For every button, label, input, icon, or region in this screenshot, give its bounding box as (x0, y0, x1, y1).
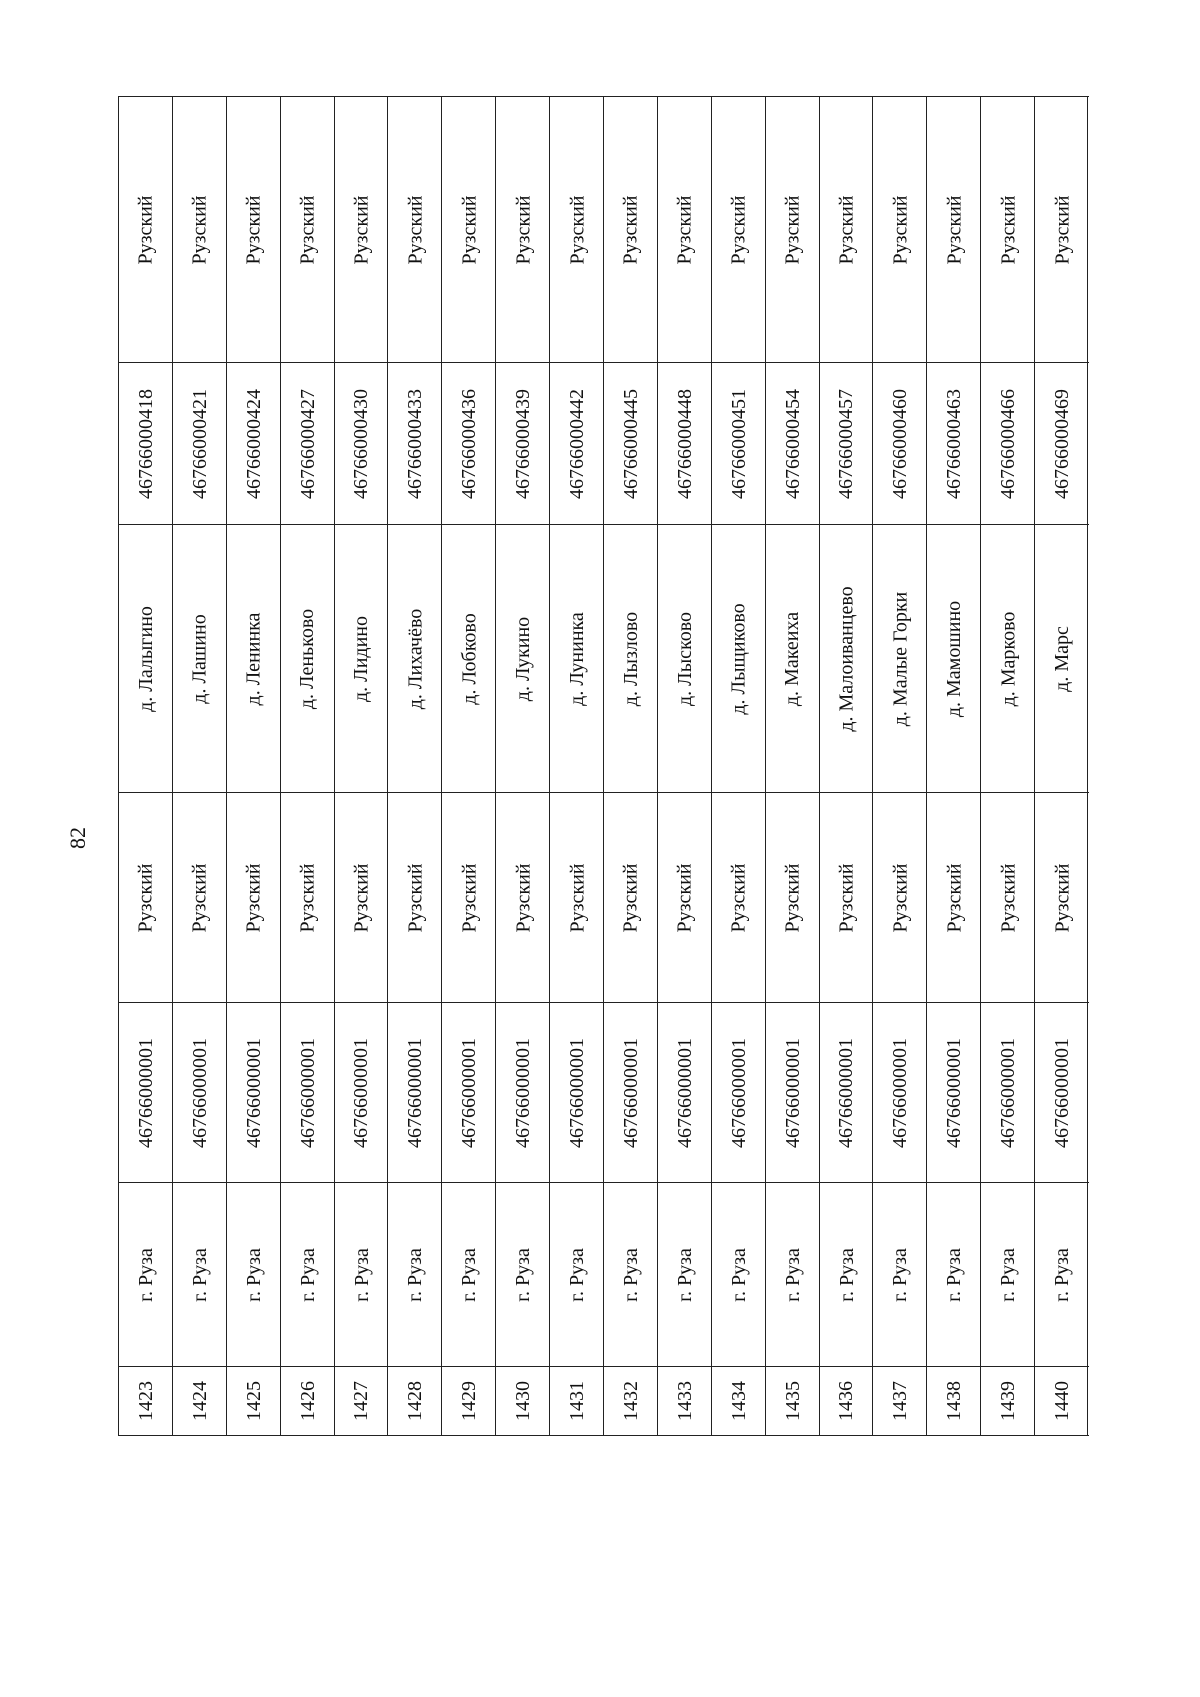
cell-locality-text: д. Лалыгино (134, 605, 157, 712)
cell-num-text: 1425 (242, 1381, 265, 1421)
cell-settlement-text: г. Руза (404, 1247, 427, 1302)
cell-district2-text: Рузский (727, 194, 750, 265)
cell-locality-text: д. Марс (1051, 625, 1074, 692)
cell-code2-text: 46766000463 (943, 388, 966, 499)
cell-code1 (981, 1002, 1035, 1182)
cell-code1 (658, 1002, 712, 1182)
cell-code2 (335, 362, 389, 524)
cell-settlement-text: г. Руза (889, 1247, 912, 1302)
cell-locality-text: д. Лыщиково (727, 602, 750, 715)
cell-district2 (927, 96, 981, 362)
cell-district2 (873, 96, 927, 362)
cell-district1 (227, 792, 281, 1002)
cell-code1-text: 46766000001 (781, 1037, 804, 1148)
cell-code2 (442, 362, 496, 524)
cell-code2-text: 46766000451 (727, 388, 750, 499)
cell-district2-text: Рузский (350, 194, 373, 265)
cell-code2 (119, 362, 173, 524)
cell-district2 (981, 96, 1035, 362)
cell-code2-text: 46766000436 (458, 388, 481, 499)
cell-num (981, 1366, 1035, 1436)
cell-code2-text: 46766000433 (404, 388, 427, 499)
cell-locality (119, 524, 173, 792)
cell-code2 (766, 362, 820, 524)
cell-num-text: 1427 (350, 1381, 373, 1421)
cell-settlement-text: г. Руза (727, 1247, 750, 1302)
table-row (118, 96, 172, 1436)
cell-code2-text: 46766000454 (781, 388, 804, 499)
cell-district2-text: Рузский (619, 194, 642, 265)
cell-code1-text: 46766000001 (296, 1037, 319, 1148)
cell-settlement (442, 1182, 496, 1366)
table-row (549, 96, 603, 1436)
cell-district1 (388, 792, 442, 1002)
cell-district2 (820, 96, 874, 362)
cell-district1 (442, 792, 496, 1002)
cell-settlement-text: г. Руза (835, 1247, 858, 1302)
table-row (657, 96, 711, 1436)
cell-code1 (550, 1002, 604, 1182)
cell-district2 (496, 96, 550, 362)
cell-locality (550, 524, 604, 792)
cell-code2-text: 46766000424 (242, 388, 265, 499)
cell-settlement (281, 1182, 335, 1366)
cell-code2 (981, 362, 1035, 524)
cell-locality-text: д. Мамошино (943, 600, 966, 717)
table-row (495, 96, 549, 1436)
cell-code2 (173, 362, 227, 524)
cell-locality-text: д. Лобково (458, 612, 481, 705)
cell-district2-text: Рузский (188, 194, 211, 265)
page-number (58, 818, 98, 858)
cell-locality (820, 524, 874, 792)
cell-code1 (442, 1002, 496, 1182)
cell-num (927, 1366, 981, 1436)
cell-district1-text: Рузский (404, 862, 427, 933)
cell-num-text: 1429 (458, 1381, 481, 1421)
cell-district1 (496, 792, 550, 1002)
cell-code2 (927, 362, 981, 524)
cell-code2-text: 46766000445 (619, 388, 642, 499)
cell-num-text: 1434 (727, 1381, 750, 1421)
cell-num (604, 1366, 658, 1436)
cell-code1-text: 46766000001 (134, 1037, 157, 1148)
cell-code1 (335, 1002, 389, 1182)
cell-code1 (496, 1002, 550, 1182)
cell-locality-text: д. Макеиха (781, 611, 804, 706)
cell-district2-text: Рузский (781, 194, 804, 265)
cell-district2 (712, 96, 766, 362)
cell-settlement-text: г. Руза (512, 1247, 535, 1302)
cell-settlement (388, 1182, 442, 1366)
cell-num-text: 1432 (619, 1381, 642, 1421)
cell-code1-text: 46766000001 (889, 1037, 912, 1148)
cell-district1 (173, 792, 227, 1002)
table-row (711, 96, 765, 1436)
cell-num (658, 1366, 712, 1436)
cell-district1 (335, 792, 389, 1002)
cell-locality (227, 524, 281, 792)
cell-code2-text: 46766000457 (835, 388, 858, 499)
cell-code1 (604, 1002, 658, 1182)
cell-district2 (1035, 96, 1089, 362)
cell-district1 (281, 792, 335, 1002)
cell-code2 (873, 362, 927, 524)
cell-code2 (227, 362, 281, 524)
table-row (872, 96, 926, 1436)
cell-num-text: 1437 (889, 1381, 912, 1421)
cell-locality-text: д. Лызлово (619, 611, 642, 706)
cell-locality (335, 524, 389, 792)
cell-num-text: 1430 (512, 1381, 535, 1421)
cell-code1 (873, 1002, 927, 1182)
cell-district1-text: Рузский (673, 862, 696, 933)
cell-settlement (335, 1182, 389, 1366)
cell-settlement (227, 1182, 281, 1366)
cell-code2 (388, 362, 442, 524)
cell-locality (1035, 524, 1089, 792)
cell-code2-text: 46766000421 (188, 388, 211, 499)
cell-num (281, 1366, 335, 1436)
cell-district2-text: Рузский (404, 194, 427, 265)
cell-settlement-text: г. Руза (943, 1247, 966, 1302)
cell-settlement-text: г. Руза (296, 1247, 319, 1302)
cell-district2 (388, 96, 442, 362)
cell-code2 (658, 362, 712, 524)
cell-settlement (712, 1182, 766, 1366)
cell-code2-text: 46766000427 (296, 388, 319, 499)
table-row (926, 96, 980, 1436)
cell-settlement (604, 1182, 658, 1366)
cell-code1-text: 46766000001 (512, 1037, 535, 1148)
cell-locality (281, 524, 335, 792)
cell-settlement-text: г. Руза (997, 1247, 1020, 1302)
cell-settlement-text: г. Руза (1051, 1247, 1074, 1302)
cell-settlement (873, 1182, 927, 1366)
cell-code1-text: 46766000001 (350, 1037, 373, 1148)
cell-code1-text: 46766000001 (835, 1037, 858, 1148)
cell-code2-text: 46766000448 (673, 388, 696, 499)
cell-district1-text: Рузский (835, 862, 858, 933)
cell-district2 (604, 96, 658, 362)
cell-num (820, 1366, 874, 1436)
table-row (280, 96, 334, 1436)
cell-locality (766, 524, 820, 792)
cell-code1 (1035, 1002, 1089, 1182)
cell-locality-text: д. Леньково (296, 608, 319, 709)
cell-district2-text: Рузский (296, 194, 319, 265)
cell-code2 (281, 362, 335, 524)
cell-settlement (820, 1182, 874, 1366)
cell-num (227, 1366, 281, 1436)
cell-district2 (335, 96, 389, 362)
cell-num (550, 1366, 604, 1436)
cell-locality-text: д. Лихачёво (404, 608, 427, 709)
cell-district2 (550, 96, 604, 362)
cell-district2-text: Рузский (134, 194, 157, 265)
cell-num-text: 1436 (835, 1381, 858, 1421)
cell-code1-text: 46766000001 (188, 1037, 211, 1148)
cell-district2-text: Рузский (242, 194, 265, 265)
cell-district1-text: Рузский (727, 862, 750, 933)
table-row (819, 96, 873, 1436)
cell-settlement (1035, 1182, 1089, 1366)
cell-settlement-text: г. Руза (188, 1247, 211, 1302)
cell-locality (496, 524, 550, 792)
cell-code2-text: 46766000466 (997, 388, 1020, 499)
cell-district2-text: Рузский (566, 194, 589, 265)
cell-district2-text: Рузский (673, 194, 696, 265)
cell-code1-text: 46766000001 (619, 1037, 642, 1148)
cell-num-text: 1433 (673, 1381, 696, 1421)
cell-code2-text: 46766000439 (512, 388, 535, 499)
cell-locality-text: д. Лидино (350, 615, 373, 702)
cell-district1-text: Рузский (781, 862, 804, 933)
cell-num (766, 1366, 820, 1436)
cell-num (119, 1366, 173, 1436)
table-row (441, 96, 495, 1436)
cell-settlement-text: г. Руза (566, 1247, 589, 1302)
cell-code2-text: 46766000442 (566, 388, 589, 499)
cell-district2 (173, 96, 227, 362)
cell-code2-text: 46766000469 (1051, 388, 1074, 499)
cell-code1 (173, 1002, 227, 1182)
cell-district1-text: Рузский (1051, 862, 1074, 933)
cell-num-text: 1428 (404, 1381, 427, 1421)
cell-district2-text: Рузский (1051, 194, 1074, 265)
cell-locality-text: д. Лысково (673, 611, 696, 706)
cell-district2-text: Рузский (943, 194, 966, 265)
cell-district2-text: Рузский (889, 194, 912, 265)
cell-num (496, 1366, 550, 1436)
cell-settlement-text: г. Руза (619, 1247, 642, 1302)
cell-district2 (442, 96, 496, 362)
cell-settlement (119, 1182, 173, 1366)
table-row (980, 96, 1034, 1436)
cell-code2 (550, 362, 604, 524)
cell-code1-text: 46766000001 (1051, 1037, 1074, 1148)
cell-num-text: 1438 (943, 1381, 966, 1421)
cell-num (442, 1366, 496, 1436)
cell-code2 (1035, 362, 1089, 524)
cell-locality (604, 524, 658, 792)
cell-locality (658, 524, 712, 792)
cell-district1-text: Рузский (458, 862, 481, 933)
cell-code1 (119, 1002, 173, 1182)
cell-settlement (496, 1182, 550, 1366)
cell-district2 (658, 96, 712, 362)
cell-num-text: 1440 (1051, 1381, 1074, 1421)
cell-settlement-text: г. Руза (242, 1247, 265, 1302)
cell-settlement-text: г. Руза (350, 1247, 373, 1302)
table-row (226, 96, 280, 1436)
cell-settlement (550, 1182, 604, 1366)
table-row (172, 96, 226, 1436)
cell-code2 (496, 362, 550, 524)
cell-district1-text: Рузский (566, 862, 589, 933)
cell-locality-text: д. Ленинка (242, 612, 265, 705)
data-table (118, 96, 1088, 1436)
cell-district2 (227, 96, 281, 362)
cell-code1 (281, 1002, 335, 1182)
cell-num-text: 1423 (134, 1381, 157, 1421)
cell-settlement-text: г. Руза (458, 1247, 481, 1302)
cell-num (335, 1366, 389, 1436)
cell-num-text: 1435 (781, 1381, 804, 1421)
cell-settlement-text: г. Руза (134, 1247, 157, 1302)
cell-district1 (927, 792, 981, 1002)
cell-district1 (766, 792, 820, 1002)
cell-settlement (173, 1182, 227, 1366)
cell-num-text: 1439 (997, 1381, 1020, 1421)
table-row (765, 96, 819, 1436)
cell-district2-text: Рузский (512, 194, 535, 265)
cell-num (173, 1366, 227, 1436)
cell-num (712, 1366, 766, 1436)
cell-district2 (766, 96, 820, 362)
table-row (334, 96, 388, 1436)
table-row (1034, 96, 1088, 1436)
cell-num-text: 1426 (296, 1381, 319, 1421)
cell-locality-text: д. Лашино (188, 613, 211, 704)
cell-locality (927, 524, 981, 792)
table-row (603, 96, 657, 1436)
cell-code1 (712, 1002, 766, 1182)
cell-locality-text: д. Малые Горки (889, 591, 912, 726)
cell-district1-text: Рузский (350, 862, 373, 933)
cell-locality (388, 524, 442, 792)
cell-district1-text: Рузский (242, 862, 265, 933)
cell-locality (173, 524, 227, 792)
cell-code1 (766, 1002, 820, 1182)
cell-district1-text: Рузский (296, 862, 319, 933)
cell-code1-text: 46766000001 (997, 1037, 1020, 1148)
cell-settlement (766, 1182, 820, 1366)
cell-district1-text: Рузский (889, 862, 912, 933)
cell-district1-text: Рузский (943, 862, 966, 933)
cell-district2-text: Рузский (997, 194, 1020, 265)
cell-code1 (820, 1002, 874, 1182)
cell-settlement-text: г. Руза (781, 1247, 804, 1302)
cell-code2-text: 46766000430 (350, 388, 373, 499)
cell-num-text: 1431 (566, 1381, 589, 1421)
cell-district1 (604, 792, 658, 1002)
cell-num (1035, 1366, 1089, 1436)
cell-district1-text: Рузский (619, 862, 642, 933)
cell-district1 (119, 792, 173, 1002)
cell-district1 (820, 792, 874, 1002)
cell-code1-text: 46766000001 (673, 1037, 696, 1148)
cell-settlement (927, 1182, 981, 1366)
cell-district1-text: Рузский (134, 862, 157, 933)
cell-district1 (550, 792, 604, 1002)
cell-locality-text: д. Лунинка (566, 611, 589, 706)
cell-district1 (658, 792, 712, 1002)
cell-code2 (604, 362, 658, 524)
cell-code2-text: 46766000460 (889, 388, 912, 499)
cell-district1-text: Рузский (997, 862, 1020, 933)
cell-district2-text: Рузский (458, 194, 481, 265)
cell-district1 (981, 792, 1035, 1002)
cell-num (873, 1366, 927, 1436)
page-number-text: 82 (65, 827, 90, 849)
cell-locality-text: д. Марково (997, 611, 1020, 706)
cell-district1-text: Рузский (512, 862, 535, 933)
cell-code1-text: 46766000001 (727, 1037, 750, 1148)
cell-district2 (119, 96, 173, 362)
cell-locality-text: д. Малоиванцево (835, 585, 858, 732)
cell-code1-text: 46766000001 (242, 1037, 265, 1148)
cell-code2-text: 46766000418 (134, 388, 157, 499)
cell-settlement (658, 1182, 712, 1366)
cell-code2 (712, 362, 766, 524)
cell-district1 (873, 792, 927, 1002)
cell-code2 (820, 362, 874, 524)
cell-code1-text: 46766000001 (458, 1037, 481, 1148)
cell-code1-text: 46766000001 (566, 1037, 589, 1148)
cell-locality (981, 524, 1035, 792)
cell-locality (712, 524, 766, 792)
cell-code1-text: 46766000001 (943, 1037, 966, 1148)
cell-locality (442, 524, 496, 792)
cell-locality-text: д. Лукино (512, 616, 535, 701)
cell-code1 (927, 1002, 981, 1182)
cell-code1 (388, 1002, 442, 1182)
cell-district1-text: Рузский (188, 862, 211, 933)
cell-district2-text: Рузский (835, 194, 858, 265)
cell-num (388, 1366, 442, 1436)
cell-district1 (1035, 792, 1089, 1002)
cell-code1-text: 46766000001 (404, 1037, 427, 1148)
cell-district1 (712, 792, 766, 1002)
cell-settlement (981, 1182, 1035, 1366)
cell-locality (873, 524, 927, 792)
cell-settlement-text: г. Руза (673, 1247, 696, 1302)
table-row (387, 96, 441, 1436)
cell-num-text: 1424 (188, 1381, 211, 1421)
cell-district2 (281, 96, 335, 362)
cell-code1 (227, 1002, 281, 1182)
